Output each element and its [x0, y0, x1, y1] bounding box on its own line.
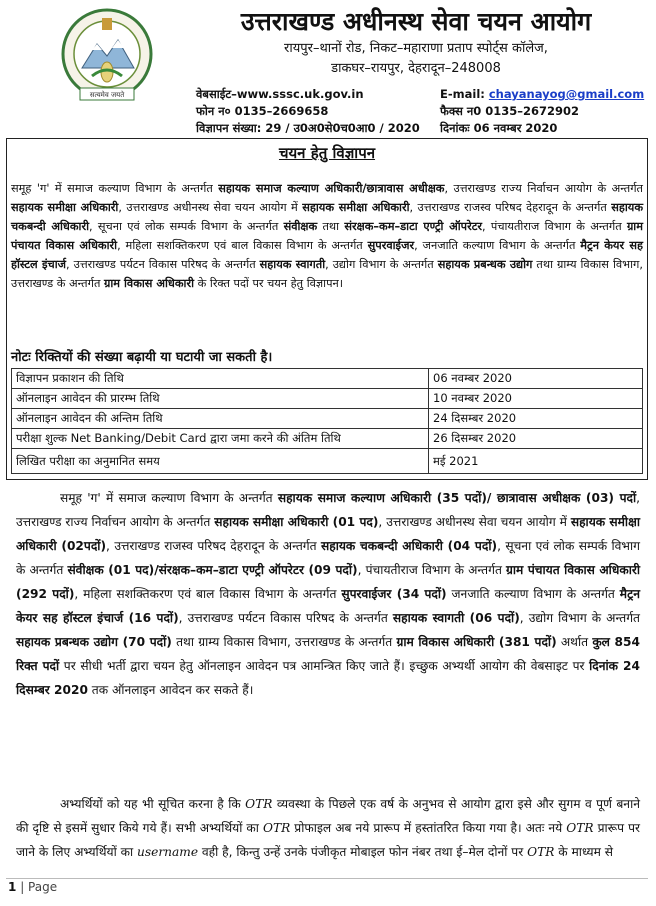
page-label: | Page	[20, 880, 58, 894]
vacancy-details-paragraph: समूह 'ग' में समाज कल्याण विभाग के अन्तर्गत सहायक समाज कल्याण अधिकारी (35 पदों)/ छात्रावास अधीक्षक (03) पदों, उत्तराखण्ड राज्य निर्वाचन आयोग के अन्तर्गत सहायक समीक्षा अधिकारी (01 पद), उत्तराखण्ड अधीनस्थ सेवा चयन आयोग में सहायक समीक्षा अधिकारी (02पदों), उत्तराखण्ड राजस्व परिषद देहरादून के अन्तर्गत सहायक चकबन्दी अधिकारी (04 पदों), सूचना एवं लोक सम्पर्क विभाग के अन्तर्गत संवीक्षक (01 पद)/संरक्षक–कम–डाटा एण्ट्री ऑपरेटर (09 पदों), पंचायतीराज विभाग के अन्तर्गत ग्राम पंचायत विकास अधिकारी (292 पदों), महिला सशक्तिकरण एवं बाल विकास विभाग के अन्तर्गत सुपरवाईजर (34 पदों) जनजाति कल्याण विभाग के अन्तर्गत मैट्रन केयर सह हॉस्टल इंचार्ज (16 पदों), उत्तराखण्ड पर्यटन विकास परिषद के अन्तर्गत सहायक स्वागती (06 पदों), उद्योग विभाग के अन्तर्गत सहायक प्रबन्धक उद्योग (70 पदों) तथा ग्राम्य विकास विभाग, उत्तराखण्ड के अन्तर्गत ग्राम विकास अधिकारी (381 पदों) अर्थात कुल 854 रिक्त पदों पर सीधी भर्ती द्वारा चयन हेतु ऑनलाइन आवेदन पत्र आमन्त्रित किए जाते हैं। इच्छुक अभ्यर्थी आयोग की वेबसाइट पर दिनांक 24 दिसम्बर 2020 तक ऑनलाइन आवेदन कर सकते हैं।	[16, 491, 641, 697]
date-label: लिखित परीक्षा का अनुमानित समय	[12, 449, 429, 474]
address-line-1: रायपुर–थानों रोड, निकट–महाराणा प्रताप स्पोर्ट्स कॉलेज,	[284, 41, 548, 56]
date-label: ऑनलाइन आवेदन की अन्तिम तिथि	[12, 409, 429, 429]
org-title: उत्तराखण्ड अधीनस्थ सेवा चयन आयोग	[240, 7, 592, 36]
table-row	[12, 369, 643, 389]
notice-title-wrap	[7, 143, 647, 163]
email-link[interactable]: chayanayog@gmail.com	[488, 87, 645, 101]
email-line	[440, 86, 644, 102]
table-row	[12, 409, 643, 429]
date-label: ऑनलाइन आवेदन की प्रारम्भ तिथि	[12, 389, 429, 409]
fax-number: फैक्स न0 0135–2672902	[440, 104, 579, 118]
website-line	[196, 86, 364, 102]
notice-summary-paragraph: समूह 'ग' में समाज कल्याण विभाग के अन्तर्गत सहायक समाज कल्याण अधिकारी/छात्रावास अधीक्षक, उत्तराखण्ड राज्य निर्वाचन आयोग के अन्तर्गत सहायक समीक्षा अधिकारी, उत्तराखण्ड अधीनस्थ सेवा चयन आयोग में सहायक समीक्षा अधिकारी, उत्तराखण्ड राजस्व परिषद देहरादून के अन्तर्गत सहायक चकबन्दी अधिकारी, सूचना एवं लोक सम्पर्क विभाग के अन्तर्गत संवीक्षक तथा संरक्षक–कम–डाटा एण्ट्री ऑपरेटर, पंचायतीराज विभाग के अन्तर्गत ग्राम पंचायत विकास अधिकारी, महिला सशक्तिकरण एवं बाल विकास विभाग के अन्तर्गत सुपरवाईजर, जनजाति कल्याण विभाग के अन्तर्गत मैट्रन केयर सह हॉस्टल इंचार्ज, उत्तराखण्ड पर्यटन विकास परिषद के अन्तर्गत सहायक स्वागती, उद्योग विभाग के अन्तर्गत सहायक प्रबन्धक उद्योग तथा ग्राम्य विकास विभाग, उत्तराखण्ड के अन्तर्गत ग्राम विकास अधिकारी के रिक्त पदों पर चयन हेतु विज्ञापन।	[11, 182, 644, 290]
table-row	[12, 449, 643, 474]
address-line-2: डाकघर–रायपुर, देहरादून–248008	[331, 61, 501, 76]
email-label: E-mail:	[440, 87, 489, 101]
date-value: 06 नवम्बर 2020	[429, 369, 643, 389]
notice-box	[6, 138, 648, 480]
important-dates-table	[11, 368, 643, 474]
date-value: मई 2021	[429, 449, 643, 474]
svg-text:सत्यमेव जयते: सत्यमेव जयते	[89, 91, 125, 99]
table-row	[12, 389, 643, 409]
date-value: 24 दिसम्बर 2020	[429, 409, 643, 429]
phone-number: फोन न० 0135–2669658	[196, 104, 329, 118]
date-label: परीक्षा शुल्क Net Banking/Debit Card द्वारा जमा करने की अंतिम तिथि	[12, 429, 429, 449]
commission-logo	[52, 6, 162, 106]
website-label: वेबसाईट–	[196, 87, 237, 101]
table-row	[12, 429, 643, 449]
otr-info-paragraph: अभ्यर्थियों को यह भी सूचित करना है कि OTR व्यवस्था के पिछले एक वर्ष के अनुभव से आयोग द्वारा इसे और सुगम व पूर्ण बनाने की दृष्टि से इसमें सुधार किये गये हैं। सभी अभ्यर्थियों का OTR प्रोफाइल अब नये प्रारूप में हस्तांतरित किया गया है। अतः नये OTR प्रारूप पर जाने के लिए अभ्यर्थियों का username वही है, किन्तु उन्हें उनके पंजीकृत मोबाइल फोन नंबर तथा ई–मेल दोनों पर OTR के माध्यम से	[16, 797, 641, 859]
advertisement-number: विज्ञापन संख्या: 29 / उ0अ0से0च0आ0 / 2020	[196, 121, 420, 135]
date-label: विज्ञापन प्रकाशन की तिथि	[12, 369, 429, 389]
date-value: 10 नवम्बर 2020	[429, 389, 643, 409]
website-link[interactable]: www.sssc.uk.gov.in	[236, 87, 364, 101]
page-number: 1	[8, 880, 17, 894]
notice-title: चयन हेतु विज्ञापन	[278, 144, 376, 162]
footer-divider	[6, 878, 648, 879]
date-value: 26 दिसम्बर 2020	[429, 429, 643, 449]
vacancy-note: नोटः रिक्तियों की संख्या बढ़ायी या घटायी जा सकती है।	[11, 350, 273, 365]
page-footer	[8, 880, 57, 894]
advertisement-date: दिनांकः 06 नवम्बर 2020	[440, 121, 558, 135]
